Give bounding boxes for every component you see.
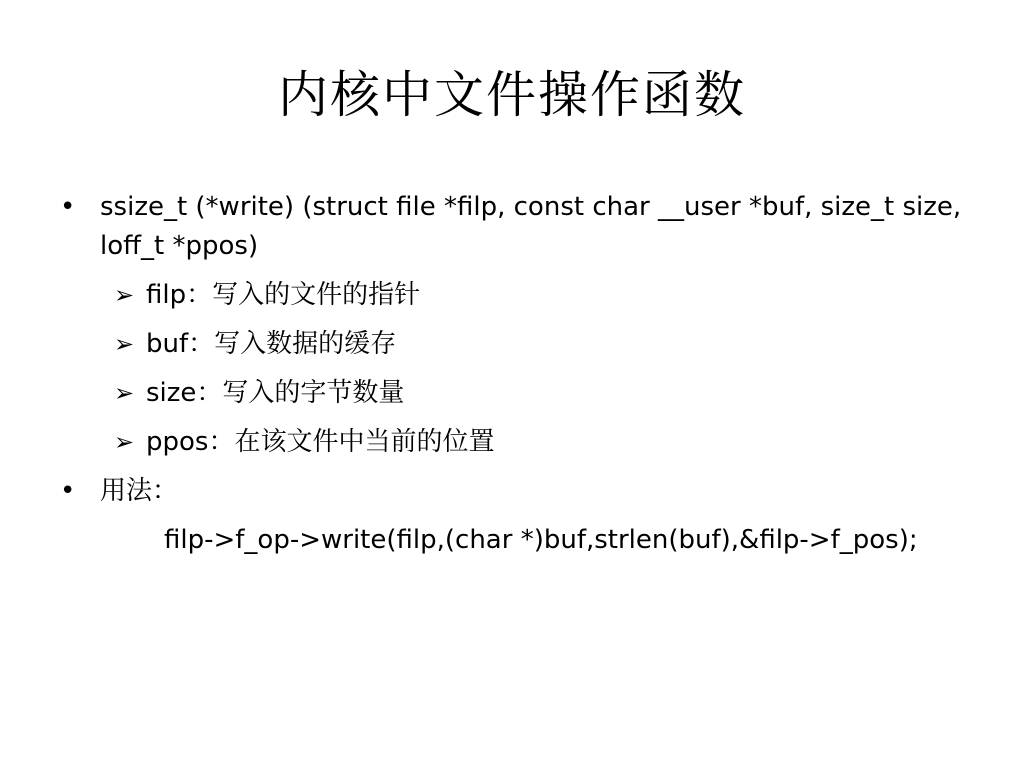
sub-bullet-desc: 写入的文件的指针	[212, 280, 421, 310]
sub-bullet-label: buf：	[146, 329, 215, 359]
bullet-dot-icon: •	[60, 192, 76, 222]
arrow-bullet-icon: ➢	[114, 281, 135, 309]
write-signature-text: ssize_t (*write) (struct file *filp, const char __user *buf, size_t size, loff_t *ppos)	[100, 192, 962, 261]
arrow-bullet-icon: ➢	[114, 330, 135, 358]
usage-label: 用法：	[100, 476, 179, 506]
slide-body	[60, 188, 980, 560]
bullet-usage	[60, 472, 980, 511]
sub-bullet-label: ppos：	[146, 427, 235, 457]
slide-title: 内核中文件操作函数	[278, 66, 746, 124]
sub-bullet-ppos	[60, 423, 980, 462]
sub-bullet-filp	[60, 276, 980, 315]
sub-bullet-desc: 在该文件中当前的位置	[234, 427, 495, 457]
bullet-write-signature	[60, 188, 980, 266]
sub-bullet-desc: 写入的字节数量	[222, 378, 405, 408]
arrow-bullet-icon: ➢	[114, 379, 135, 407]
usage-code-line: filp->f_op->write(filp,(char *)buf,strlen(buf),&filp->f_pos);	[164, 525, 918, 555]
bullet-dot-icon: •	[60, 476, 76, 506]
sub-bullet-desc: 写入数据的缓存	[214, 329, 397, 359]
sub-bullet-buf	[60, 325, 980, 364]
sub-bullet-label: filp：	[146, 280, 213, 310]
sub-bullet-label: size：	[146, 378, 223, 408]
arrow-bullet-icon: ➢	[114, 428, 135, 456]
sub-bullet-size	[60, 374, 980, 413]
